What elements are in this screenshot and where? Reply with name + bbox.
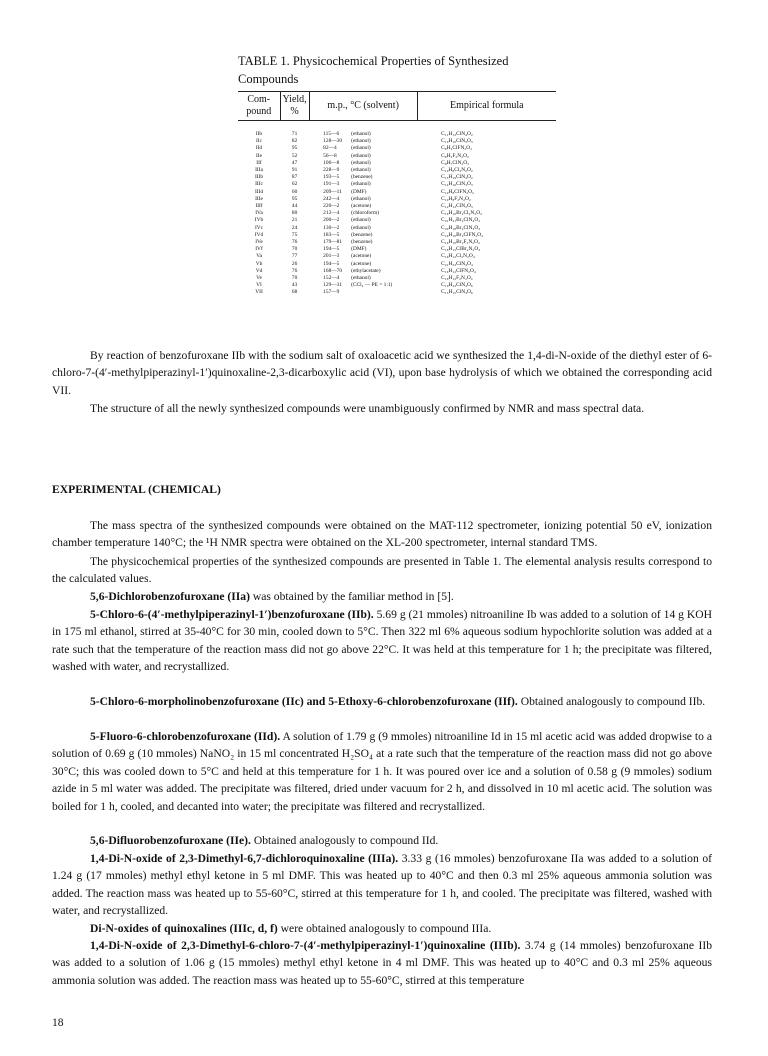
formula-cell: C₂₁H₂₃ClN₄O₄: [441, 260, 473, 267]
compound-cell: VII: [255, 289, 263, 296]
mp-value: 168—70: [323, 267, 343, 274]
compound-cell: IVc: [254, 224, 264, 231]
table-row: [238, 246, 556, 253]
table-row: [238, 289, 556, 296]
compound-cell: IIe: [256, 152, 262, 159]
paragraph-text: were obtained analogously to compound IIIa.: [277, 922, 492, 935]
formula-cell: C₁₀H₁₀ClN₃O₃: [441, 138, 473, 145]
yield-cell: 70: [291, 275, 298, 282]
mp-value: 82—4: [323, 145, 337, 152]
mp-cell: [309, 196, 417, 203]
solvent-value: (chloroform): [351, 210, 380, 217]
compound-cell: IIIb: [254, 174, 264, 181]
paragraph: [52, 920, 712, 937]
compound-cell: IVf: [255, 246, 263, 253]
paragraph: [52, 850, 712, 920]
formula-cell: C₈H₇ClN₂O₃: [441, 159, 470, 166]
page-number: 18: [52, 1016, 64, 1029]
compound-cell: IId: [255, 145, 263, 152]
mp-cell: [309, 145, 417, 152]
formula-cell: C₁₀H₈ClFN₂O₂: [441, 188, 474, 195]
compound-title: 5-Fluoro-6-chlorobenzofuroxane (IId).: [90, 730, 281, 743]
yield-cell: 62: [291, 181, 298, 188]
table-body: [238, 121, 556, 297]
mp-cell: [309, 253, 417, 260]
solvent-value: (ethanol): [351, 145, 371, 152]
table-row: [238, 275, 556, 282]
solvent-value: (ethanol): [351, 167, 371, 174]
yield-cell: 95: [291, 195, 298, 202]
mp-cell: [309, 282, 417, 289]
compound-cell: IIId: [254, 188, 264, 195]
yield-cell: 68: [291, 289, 298, 296]
solvent-value: (ethanol): [351, 217, 371, 224]
formula-cell: C₁₆H₁₀Br₂ClFN₂O₂: [441, 231, 484, 238]
formula-cell: C₁₄H₁₆ClN₃O₃: [441, 181, 473, 188]
paragraph: By reaction of benzofuroxane IIb with the sodium salt of oxaloacetic acid we synthesized the 1,4-di-N-oxide of the diethyl ester of 6-chloro-7-(4′-methylpiperazinyl-1′)quinoxaline-2,3-dicarboxylic acid (VI), upon base hydrolysis of which we obtained the corresponding acid VII.: [52, 349, 712, 397]
table-row: [238, 217, 556, 224]
yield-cell: 52: [291, 152, 298, 159]
paragraph: [52, 832, 712, 849]
col-header-formula: Empirical formula: [417, 92, 556, 121]
yield-cell: 75: [291, 231, 298, 238]
table-row: [238, 153, 556, 160]
table-row: [238, 253, 556, 260]
col-header-yield: Yield, %: [280, 92, 309, 121]
mp-value: 179—81: [323, 239, 343, 246]
formula-cell: C₁₆H₁₀Br₂Cl₂N₂O₂: [441, 210, 482, 217]
paragraph-text: 3.33 g (16 mmoles) benzofuroxane IIa was added to a solution of 1.24 g (17 mmoles) methyl ethyl ketone in 5 ml DMF. This was heated up to 40°C and then 0.3 ml 25% aqueous ammonia solution was added. The reaction mass was heated up to 55-60°C, stirred at this temperature for 1 h, and cooled. The precipitate was filtered, washed with water, and recrystallized.: [52, 852, 712, 918]
compound-title: 1,4-Di-N-oxide of 2,3-Dimethyl-6,7-dichloroquinoxaline (IIIa).: [90, 852, 399, 865]
solvent-value: (benzene): [351, 231, 373, 238]
yield-cell: 76: [291, 267, 298, 274]
formula-cell: C₁₆H₁₂ClFN₂O₄: [441, 267, 476, 274]
compound-cell: IIIe: [255, 195, 263, 202]
formula-cell: C₂₁H₂₁Br₂ClN₄O₂: [441, 217, 481, 224]
mp-value: 201—3: [323, 253, 340, 260]
compound-title: Di-N-oxides of quinoxalines (IIIc, d, f): [90, 922, 278, 935]
mp-value: 183—5: [323, 231, 340, 238]
table-caption: TABLE 1. Physicochemical Properties of Synthesized Compounds: [238, 54, 509, 86]
solvent-value: (ethanol): [351, 224, 371, 231]
table-row: [238, 225, 556, 232]
compound-cell: IVd: [254, 231, 264, 238]
mp-value: 194—5: [323, 260, 340, 267]
paragraph-text: 3.74 g (14 mmoles) benzofuroxane IIb was added to a solution of 1.06 g (15 mmoles) methyl ethyl ketone in 4 ml DMF. This was heated up to 40°C and 0.3 ml 25% aqueous ammonia solution was added. The reaction mass was heated up to 55-60°C, stirred at this temperature: [52, 939, 712, 987]
mp-value: 115—6: [323, 131, 340, 137]
yield-cell: 91: [291, 167, 298, 174]
solvent-value: (ethanol): [351, 131, 371, 137]
solvent-value: (ethylacetate): [351, 267, 381, 274]
yield-cell: 76: [291, 239, 298, 246]
mp-cell: [309, 232, 417, 239]
formula-cell: C₆H₂ClFN₂O₂: [441, 145, 473, 152]
formula-cell: C₁₉H₂₃ClN₄O₆: [441, 282, 473, 289]
formula-cell: C₁₆H₁₀Br₂F₂N₂O₂: [441, 239, 480, 246]
table-row: [238, 203, 556, 210]
table-row: [238, 121, 556, 139]
compound-title: 5,6-Difluorobenzofuroxane (IIe).: [90, 834, 251, 847]
formula-cell: C₂₀H₁₈Br₂ClN₃O₃: [441, 224, 481, 231]
mp-cell: [309, 121, 417, 139]
mp-value: 191—3: [323, 181, 340, 188]
solvent-value: (ethanol): [351, 275, 371, 282]
section-heading: EXPERIMENTAL (CHEMICAL): [52, 483, 221, 496]
mp-value: 212—4: [323, 210, 340, 217]
yield-cell: 26: [291, 260, 298, 267]
properties-table: [238, 91, 556, 297]
yield-cell: 71: [291, 131, 298, 137]
compound-title: 5,6-Dichlorobenzofuroxane (IIa): [90, 590, 250, 603]
col-header-mp: m.p., °C (solvent): [309, 92, 417, 121]
mp-value: 242—4: [323, 195, 340, 202]
yield-cell: 87: [291, 174, 298, 181]
mp-cell: [309, 217, 417, 224]
solvent-value: (ethanol): [351, 152, 371, 159]
mp-cell: [309, 153, 417, 160]
solvent-value: (ethanol): [351, 195, 371, 202]
table-row: [238, 239, 556, 246]
mp-cell: [309, 268, 417, 275]
mp-value: 209—11: [323, 188, 342, 195]
table-row: [238, 167, 556, 174]
yield-cell: 47: [291, 159, 298, 166]
formula-cell: C₁₈H₁₅ClBr₂N₂O₃: [441, 246, 481, 253]
mp-cell: [309, 225, 417, 232]
formula-cell: C₁₆H₁₂F₂N₂O₄: [441, 275, 473, 282]
compound-cell: IIIf: [255, 203, 263, 210]
yield-cell: 60: [291, 188, 298, 195]
mp-value: 56—8: [323, 152, 337, 159]
yield-cell: 77: [291, 253, 298, 260]
compound-cell: Va: [256, 253, 262, 260]
paragraph: [52, 728, 712, 815]
col-header-compound: Com-pound: [238, 92, 280, 121]
yield-cell: 21: [291, 217, 298, 224]
mp-value: 106—8: [323, 159, 340, 166]
compound-cell: IIc: [256, 138, 262, 145]
paragraph: The mass spectra of the synthesized compounds were obtained on the MAT-112 spectrometer, ionizing potential 50 eV, ionization chamber temperature 140°C; the ¹H NMR spectra were obtained on the XL-200 spectrometer, internal standard TMS.: [52, 519, 712, 550]
solvent-value: (ethanol): [351, 159, 371, 166]
formula-cell: C₁₅H₁₉ClN₄O₂: [441, 174, 473, 181]
paragraph-text: A solution of 1.79 g (9 mmoles) nitroaniline Id in 15 ml acetic acid was added dropwise to a solution of 0.69 g (10 mmoles) NaNO₂ in 15 ml concentrated H₂SO₄ at a rate such that the temperature of the reaction mass did not go above 30°C; this was cooled down to 5°C and held at this temperature for 1 h. It was poured over ice and a solution of 0.58 g (9 mmoles) sodium azide in 5 ml water was added. The precipitate was filtered, dried under vacuum for 2 h, and dissolved in 10 ml acetic acid. The solution was boiled for 1 h, cooled, and decanted into water; the precipitate was filtered and recrystallized.: [52, 730, 712, 813]
solvent-value: (ethanol): [351, 181, 371, 188]
paragraph-text: 5.69 g (21 mmoles) nitroaniline Ib was added to a solution of 14 g KOH in 175 ml ethanol, stirred at 35-40°C for 30 min, cooled down to 5°C. Then 322 ml 6% aqueous sodium hypochlorite solution was added at a rate such that the temperature of the reaction mass did not go above 22°C. It was held at this temperature for 1 h; the precipitate was filtered, washed with water, and recrystallized.: [52, 608, 712, 674]
solvent-value: (acetone): [351, 260, 372, 267]
solvent-value: (acetone): [351, 253, 372, 260]
yield-cell: 95: [291, 145, 298, 152]
mp-value: 152—4: [323, 275, 340, 282]
mp-value: 130—2: [323, 224, 340, 231]
formula-cell: C₁₀H₈Cl₂N₂O₂: [441, 167, 473, 174]
paragraph: [52, 606, 712, 676]
formula-cell: C₁₂H₁₃ClN₂O₃: [441, 203, 473, 210]
paragraph-text: Obtained analogously to compound IId.: [250, 834, 439, 847]
paragraph-text: was obtained by the familiar method in [5].: [249, 590, 454, 603]
mp-value: 194—5: [323, 246, 340, 253]
paragraph: [52, 693, 712, 710]
formula-cell: C₁₆H₁₂Cl₂N₂O₄: [441, 253, 475, 260]
table-row: [238, 145, 556, 152]
paragraph: [52, 588, 712, 605]
paragraph: The physicochemical properties of the synthesized compounds are presented in Table 1. The elemental analysis results correspond to the calculated values.: [52, 555, 712, 586]
mp-value: 220—2: [323, 203, 340, 210]
formula-cell: C₁₀H₈F₂N₂O₂: [441, 195, 471, 202]
compound-cell: Ve: [256, 275, 262, 282]
formula-cell: C₁₅H₁₅ClN₄O₆: [441, 289, 473, 296]
compound-cell: IIIc: [255, 181, 263, 188]
table-row: [238, 232, 556, 239]
compound-cell: VI: [256, 282, 262, 289]
compound-cell: IVa: [255, 210, 263, 217]
formula-cell: C₁₁H₁₃ClN₄O₂: [441, 131, 473, 137]
table-row: [238, 189, 556, 196]
solvent-value: (acetone): [351, 203, 372, 210]
table-row: [238, 174, 556, 181]
mp-cell: [309, 160, 417, 167]
yield-cell: 24: [291, 224, 298, 231]
compound-title: 5-Chloro-6-(4′-methylpiperazinyl-1′)benzofuroxane (IIb).: [90, 608, 374, 621]
compound-cell: IIf: [256, 159, 262, 166]
yield-cell: 80: [291, 210, 298, 217]
mp-cell: [309, 261, 417, 268]
mp-value: 193—5: [323, 174, 340, 181]
paragraph: [52, 937, 712, 989]
mp-value: 228—9: [323, 167, 340, 174]
solvent-value: (CCl₄ — PE = 1:1): [351, 282, 393, 289]
yield-cell: 82: [291, 138, 298, 145]
compound-title: 5-Chloro-6-morpholinobenzofuroxane (IIc) and 5-Ethoxy-6-chlorobenzofuroxane (IIf).: [90, 695, 518, 708]
compound-title: 1,4-Di-N-oxide of 2,3-Dimethyl-6-chloro-7-(4′-methylpiperazinyl-1′)quinoxaline (IIIb).: [90, 939, 521, 952]
formula-cell: C₆H₂F₂N₂O₂: [441, 152, 469, 159]
yield-cell: 44: [291, 203, 298, 210]
yield-cell: 43: [291, 282, 298, 289]
solvent-value: (DMF): [351, 188, 367, 195]
table-row: [238, 261, 556, 268]
mp-value: 129—31: [323, 282, 343, 289]
solvent-value: (benzene): [351, 239, 373, 246]
compound-cell: Vb: [255, 260, 263, 267]
solvent-value: (ethanol): [351, 138, 371, 145]
paragraph-text: Obtained analogously to compound IIb.: [517, 695, 706, 708]
mp-cell: [309, 189, 417, 196]
solvent-value: (benzene): [351, 174, 373, 181]
table-row: [238, 268, 556, 275]
table-row: [238, 181, 556, 188]
table-row: [238, 160, 556, 167]
paragraph: The structure of all the newly synthesized compounds were unambiguously confirmed by NMR and mass spectral data.: [90, 402, 645, 415]
compound-cell: IVe: [255, 239, 263, 246]
compound-cell: Vd: [255, 267, 263, 274]
table-row: [238, 282, 556, 289]
mp-cell: [309, 289, 417, 296]
compound-cell: IVb: [254, 217, 264, 224]
mp-value: 157—9: [323, 289, 340, 296]
mp-cell: [309, 181, 417, 188]
solvent-value: (DMF): [351, 246, 367, 253]
mp-value: 200—2: [323, 217, 340, 224]
compound-cell: IIIa: [255, 167, 263, 174]
table-row: [238, 138, 556, 145]
mp-value: 128—30: [323, 138, 343, 145]
table-row: [238, 210, 556, 217]
table-row: [238, 196, 556, 203]
compound-cell: IIb: [255, 131, 263, 137]
yield-cell: 70: [291, 246, 298, 253]
